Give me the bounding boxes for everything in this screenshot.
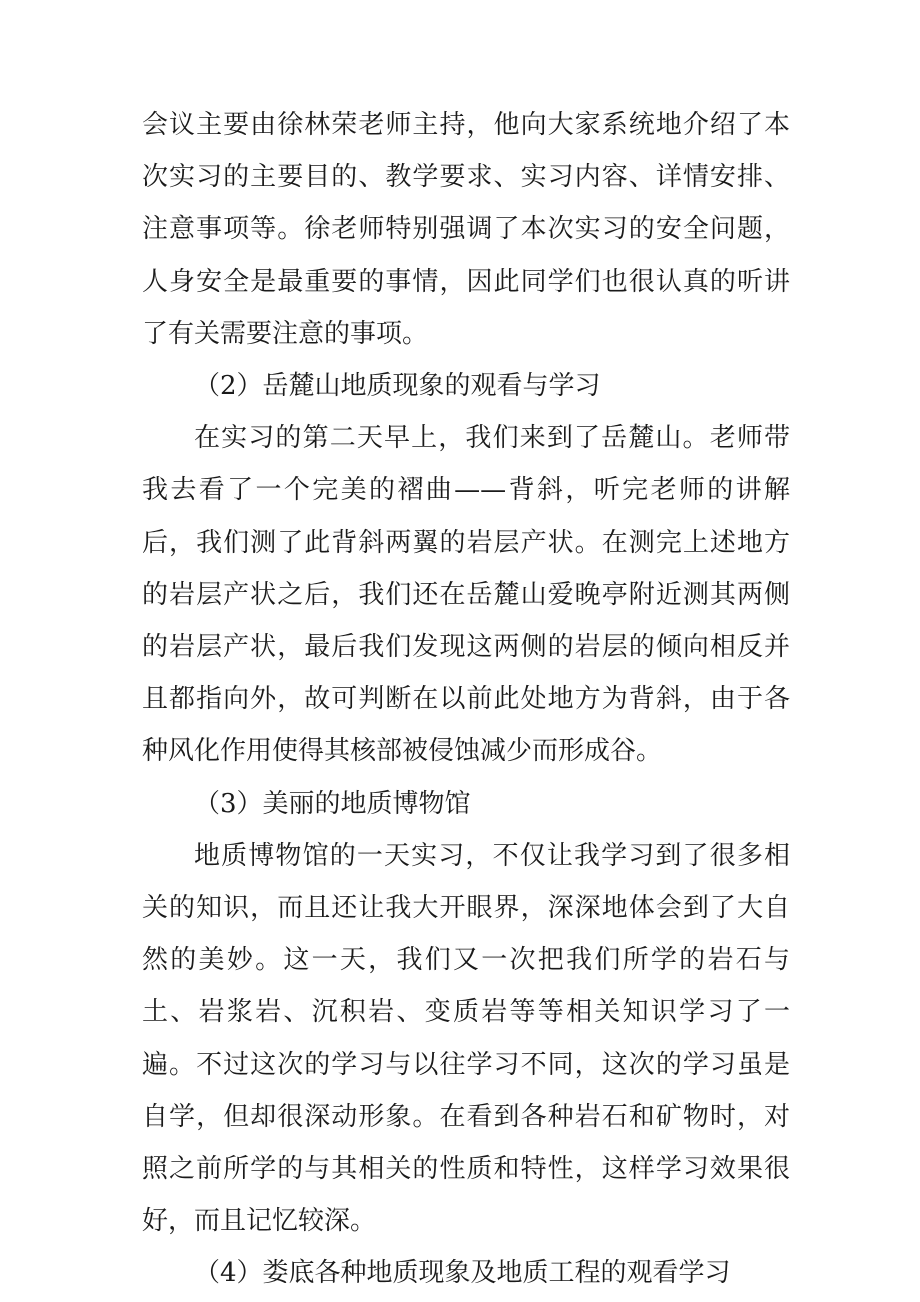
paragraph-meeting-intro: 会议主要由徐林荣老师主持，他向大家系统地介绍了本次实习的主要目的、教学要求、实习内容、详情安排、注意事项等。徐老师特别强调了本次实习的安全问题，人身安全是最重要的事情，因此同学们也很认真的听讲了有关需要注意的事项。 bbox=[142, 110, 790, 349]
document-body bbox=[142, 99, 790, 1300]
section-heading-geology-museum: （3）美丽的地质博物馆 bbox=[194, 788, 471, 819]
paragraph-geology-museum: 地质博物馆的一天实习，不仅让我学习到了很多相关的知识，而且还让我大开眼界，深深地体会到了大自然的美妙。这一天，我们又一次把我们所学的岩石与土、岩浆岩、沉积岩、变质岩等等相关知识学习了一遍。不过这次的学习与以往学习不同，这次的学习虽是自学，但却很深动形象。在看到各种岩石和矿物时，对照之前所学的与其相关的性质和特性，这样学习效果很好，而且记忆较深。 bbox=[142, 840, 790, 1237]
section-heading-loudi: （4）娄底各种地质现象及地质工程的观看学习 bbox=[194, 1258, 731, 1289]
section-heading-yuelu-mountain: （2）岳麓山地质现象的观看与学习 bbox=[194, 371, 601, 402]
paragraph-yuelu-mountain: 在实习的第二天早上，我们来到了岳麓山。老师带我去看了一个完美的褶曲——背斜，听完老师的讲解后，我们测了此背斜两翼的岩层产状。在测完上述地方的岩层产状之后，我们还在岳麓山爱晚亭附近测其两侧的岩层产状，最后我们发现这两侧的岩层的倾向相反并且都指向外，故可判断在以前此处地方为背斜，由于各种风化作用使得其核部被侵蚀减少而形成谷。 bbox=[142, 423, 790, 767]
